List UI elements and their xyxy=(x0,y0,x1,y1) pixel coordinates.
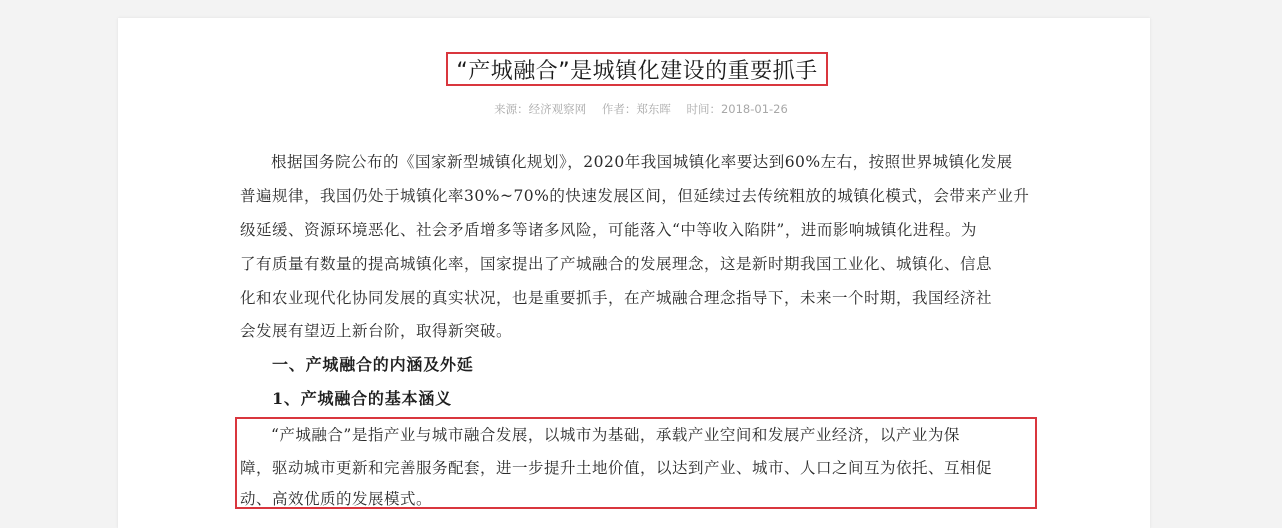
paragraph-line: 动、高效优质的发展模式。 xyxy=(240,490,433,508)
meta-date: 时间：2018-01-26 xyxy=(686,102,788,116)
paragraph-line: 根据国务院公布的《国家新型城镇化规划》，2020年我国城镇化率要达到60%左右，按照世界城镇化发展 xyxy=(271,153,1013,171)
meta-source: 来源：经济观察网 xyxy=(494,102,587,116)
article-title: “产城融合”是城镇化建设的重要抓手 xyxy=(456,58,818,84)
article-meta xyxy=(0,101,1282,117)
paragraph-line: “产城融合”是指产业与城市融合发展，以城市为基础，承载产业空间和发展产业经济，以产业为保 xyxy=(271,426,960,444)
paragraph-line: 会发展有望迈上新台阶，取得新突破。 xyxy=(240,322,513,340)
title-highlight-box xyxy=(446,52,828,86)
paragraph-line: 普遍规律，我国仍处于城镇化率30%~70%的快速发展区间，但延续过去传统粗放的城镇化模式，会带来产业升 xyxy=(240,187,1030,205)
section-heading: 一、产城融合的内涵及外延 xyxy=(272,355,474,374)
meta-author: 作者：郑东晖 xyxy=(601,102,671,116)
paragraph-line: 障，驱动城市更新和完善服务配套，进一步提升土地价值，以达到产业、城市、人口之间互为依托、互相促 xyxy=(240,459,993,477)
paragraph-line: 化和农业现代化协同发展的真实状况，也是重要抓手，在产城融合理念指导下，未来一个时期，我国经济社 xyxy=(240,289,993,307)
paragraph-line: 级延缓、资源环境恶化、社会矛盾增多等诸多风险，可能落入“中等收入陷阱”，进而影响城镇化进程。为 xyxy=(240,221,977,239)
paragraph-line: 了有质量有数量的提高城镇化率，国家提出了产城融合的发展理念，这是新时期我国工业化、城镇化、信息 xyxy=(240,255,993,273)
subsection-heading: 1、产城融合的基本涵义 xyxy=(272,389,452,408)
